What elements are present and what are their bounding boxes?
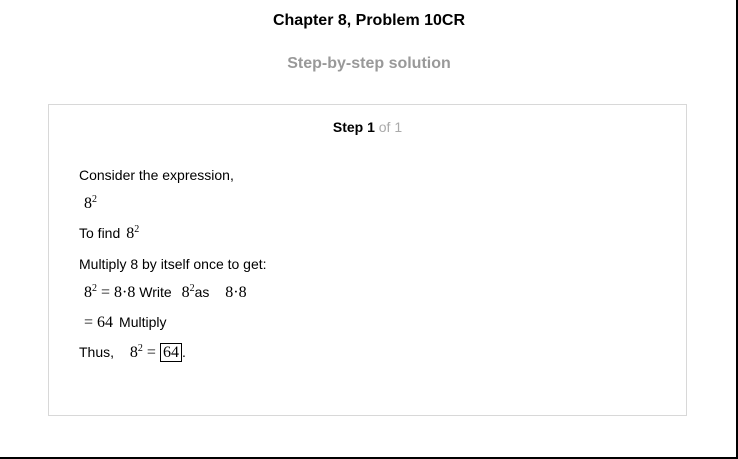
text-multiply-instruction: Multiply 8 by itself once to get:	[79, 256, 267, 272]
text-to-find: To find $8^2$	[79, 224, 140, 242]
expression: $8^2$	[84, 194, 97, 212]
solution-subtitle: Step-by-step solution	[287, 55, 451, 72]
text-consider: Consider the expression,	[79, 167, 234, 183]
step-header	[49, 119, 686, 135]
answer-box: 64	[160, 343, 182, 362]
step-count: of 1	[378, 119, 403, 135]
step-label: Step 1	[332, 119, 375, 135]
equation-step-2: = 64 Multiply	[84, 314, 167, 331]
final-answer: Thus, $8^2 = 64$ .	[79, 343, 186, 361]
solution-card	[48, 104, 687, 416]
page-title: Chapter 8, Problem 10CR	[272, 12, 466, 29]
equation-step-1: $8^2 = 8\cdot 8$ Write $8^2as$ 8·8	[84, 283, 247, 301]
